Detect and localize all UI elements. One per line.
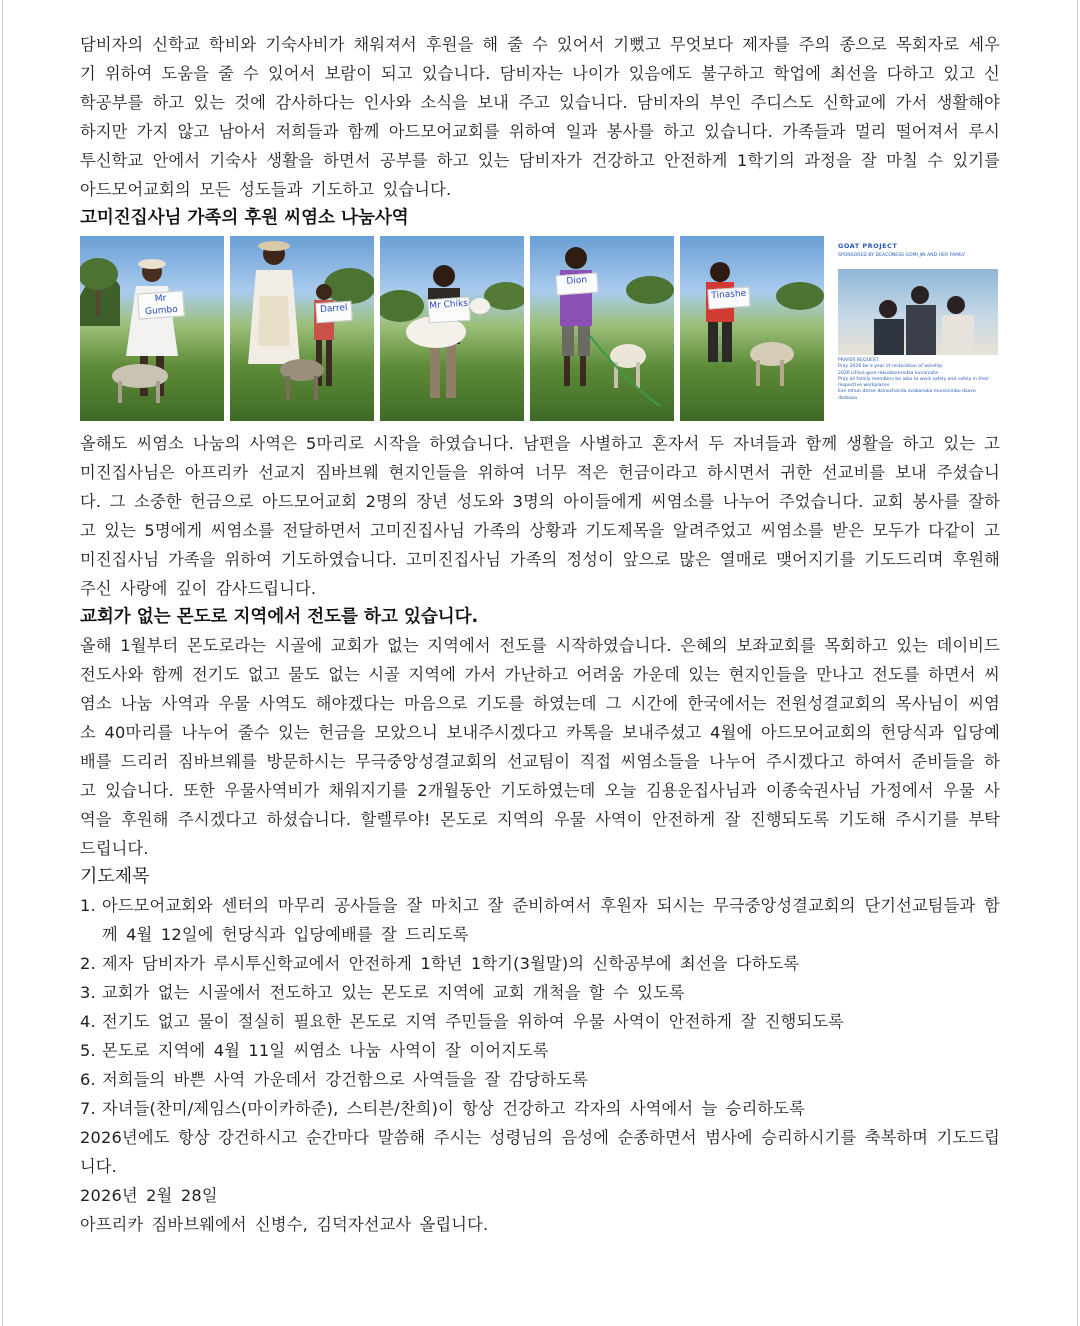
prayer-item: 3. 교회가 없는 시골에서 전도하고 있는 몬도로 지역에 교회 개척을 할 수 있도록: [80, 983, 685, 1002]
goat-sharing-paragraph: 올해도 씨염소 나눔의 사역은 5마리로 시작을 하였습니다. 남편을 사별하고 혼자서 두 자녀들과 함께 생활을 하고 있는 고미진집사님은 아프리카 선교지 짐바브웨 현지인들을 위하여 너무 적은 헌금이라고 하시면서 귀한 선교비를 보내 주셨습니다. 그 소중한 헌금으로 아드모어교회 2명의 장년 성도와 3명의 아이들에게 씨염소를 나누어 주었습니다. 교회 봉사를 잘하고 있는 5명에게 씨염소를 전달하면서 고미진집사님 가족의 상황과 기도제목을 알려주었고 씨염소를 받은 모두가 다같이 고미진집사님 가족을 위하여 기도하였습니다. 고미진집사님 가족의 정성이 앞으로 많은 열매로 맺어지기를 기도드리며 후원해 주신 사랑에 깊이 감사드립니다.: [80, 434, 1000, 598]
goat-photo-2: [230, 236, 374, 421]
prayer-item: 6. 저희들의 바쁜 사역 가운데서 강건함으로 사역들을 잘 감당하도록: [80, 1070, 589, 1089]
poster-prayer-requests: [838, 358, 996, 402]
poster-request-item: 2026 ichiva gore rekudzoreredza kunamata: [838, 370, 939, 376]
goat-photo-4: [530, 236, 674, 421]
goat-photo-1: [80, 236, 224, 421]
prayer-list: [80, 891, 1000, 1123]
poster-title: GOAT PROJECT: [838, 242, 898, 250]
goat-photo-1-sign: Mr Gumbo: [137, 290, 185, 319]
family-photo: [838, 269, 998, 355]
prayer-item: 4. 전기도 없고 물이 절실히 필요한 몬도로 지역 주민들을 위하여 우물 사역이 안전하게 잘 진행되도록: [80, 1012, 844, 1031]
poster-request-title: PRAYER REQUEST:: [838, 358, 880, 363]
page-edge-left: [2, 0, 3, 1326]
poster-request-item: Ese mhuri dzese dzinoshanda zvakanaka munzvimbo dzavo dzebasa: [838, 389, 976, 401]
intro-paragraph: 담비자의 신학교 학비와 기숙사비가 채워져서 후원을 해 줄 수 있어서 기뻤고 무엇보다 제자를 주의 종으로 목회자로 세우기 위하여 도움을 줄 수 있어서 보람이 되고 있습니다. 담비자는 나이가 있음에도 불구하고 학업에 최선을 다하고 있고 신학공부를 하고 있는 것에 감사하다는 인사와 소식을 보내 주고 있습니다. 담비자의 부인 주디스도 신학교에 가서 생활해야 하지만 가지 않고 남아서 저희들과 함께 아드모어교회를 위하여 일과 봉사를 하고 있습니다. 가족들과 멀리 떨어져서 루시투신학교 안에서 기숙사 생활을 하면서 공부를 하고 있는 담비자가 건강하고 안전하게 1학기의 과정을 잘 마칠 수 있기를 아드모어교회의 모든 성도들과 기도하고 있습니다.: [80, 35, 1000, 199]
poster-subtitle: SPONSORED BY DEACONESS GOMI JIN AND HER FAMILY: [838, 253, 966, 258]
goat-photo-4-sign: Dion: [555, 273, 598, 296]
prayer-heading: 기도제목: [80, 866, 150, 887]
goat-photo-2-sign: Darrel: [315, 301, 352, 323]
photo-strip: [80, 236, 1000, 421]
page-edge-right: [1077, 0, 1078, 1326]
goat-photo-2-image: [230, 236, 374, 421]
goat-photo-5: [680, 236, 824, 421]
goat-photo-5-image: [680, 236, 824, 421]
letter-signature: 아프리카 짐바브웨에서 신병수, 김덕자선교사 올립니다.: [80, 1215, 489, 1234]
mondoro-paragraph: 올해 1월부터 몬도로라는 시골에 교회가 없는 지역에서 전도를 시작하였습니다. 은혜의 보좌교회를 목회하고 있는 데이비드 전도사와 함께 전기도 없고 물도 없는 시골 지역에 가서 가난하고 어려움 가운데 있는 현지인들을 만나고 전도를 하면서 씨염소 나눔 사역과 우물 사역도 해야겠다는 마음으로 기도를 하였는데 그 시간에 한국에서는 전원성결교회의 목사님이 씨염소 40마리를 나누어 줄수 있는 헌금을 모았으니 보내주시겠다고 카톡을 보내주셨고 4월에 아드모어교회의 헌당식과 입당예배를 드리러 짐바브웨를 방문하시는 무극중앙성결교회의 선교팀이 직접 씨염소들을 나누어 주시겠다고 하여서 준비들을 하고 있습니다. 또한 우물사역비가 채워지기를 2개월동안 기도하였는데 오늘 김용운집사님과 이종숙권사님 가정에서 우물 사역을 후원해 주시겠다고 하셨습니다. 할렐루야! 몬도로 지역의 우물 사역이 안전하게 잘 진행되도록 기도해 주시기를 부탁드립니다.: [80, 636, 1000, 858]
prayer-item: 2. 제자 담비자가 루시투신학교에서 안전하게 1학년 1학기(3월말)의 신학공부에 최선을 다하도록: [80, 954, 800, 973]
prayer-item: 5. 몬도로 지역에 4월 11일 씨염소 나눔 사역이 잘 이어지도록: [80, 1041, 549, 1060]
letter-date: 2026년 2월 28일: [80, 1186, 218, 1205]
poster-request-item: Pray 2026 be a year of restoration of worship: [838, 364, 943, 370]
section-heading-mondoro: 교회가 없는 몬도로 지역에서 전도를 하고 있습니다.: [80, 607, 479, 627]
closing-blessing: 2026년에도 항상 강건하시고 순간마다 말씀해 주시는 성령님의 음성에 순종하면서 범사에 승리하시기를 축복하며 기도드립니다.: [80, 1128, 1000, 1176]
prayer-item: 1. 아드모어교회와 센터의 마무리 공사들을 잘 마치고 잘 준비하여서 후원자 되시는 무극중앙성결교회의 단기선교팀들과 함께 4월 12일에 헌당식과 입당예배를 잘 드리도록: [80, 896, 1000, 944]
goat-project-poster: [830, 236, 1000, 421]
family-photo-image: [838, 269, 998, 355]
prayer-item: 7. 자녀들(찬미/제임스(마이카하준), 스티븐/찬희)이 항상 건강하고 각자의 사역에서 늘 승리하도록: [80, 1099, 805, 1118]
goat-photo-1-image: [80, 236, 224, 421]
goat-photo-3-sign: Mr Chiks: [427, 297, 471, 324]
goat-photo-3: [380, 236, 524, 421]
goat-photo-5-sign: Tinashe: [707, 287, 750, 310]
goat-photo-4-image: [530, 236, 674, 421]
section-heading-goat-sharing: 고미진집사님 가족의 후원 씨염소 나눔사역: [80, 208, 409, 228]
poster-request-item: Pray all family members be able to work safely and safely in their respective workplaces: [838, 376, 990, 389]
goat-photo-3-image: [380, 236, 524, 421]
